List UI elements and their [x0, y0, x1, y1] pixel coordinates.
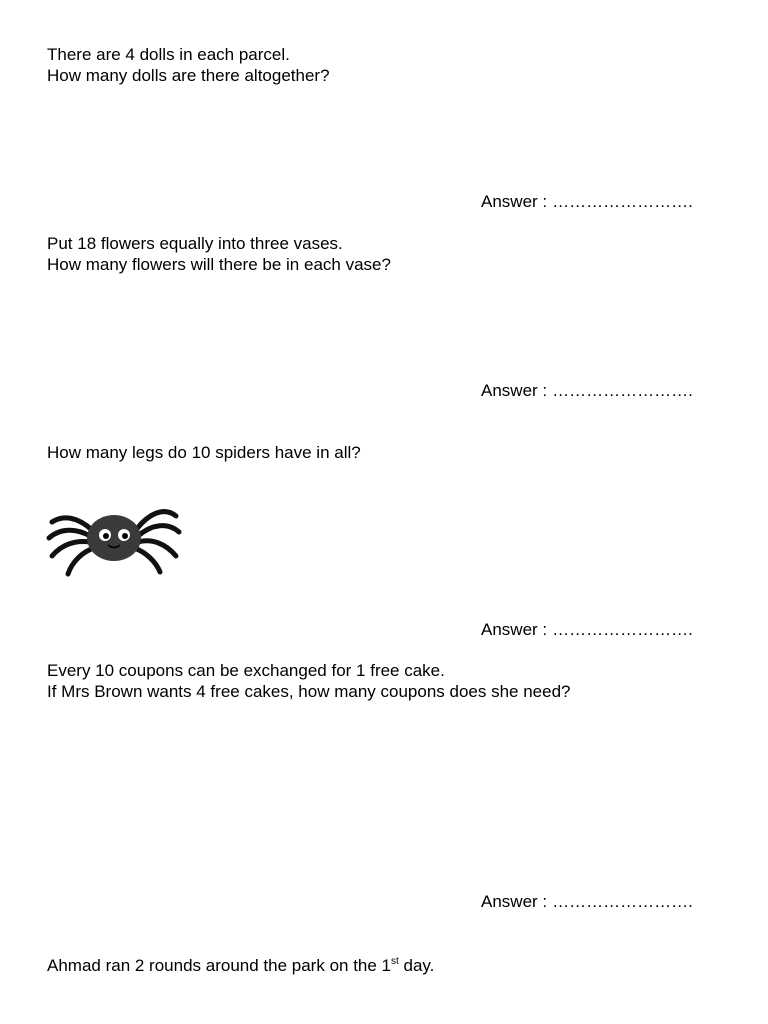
answer-blank[interactable]: ……………………. — [552, 381, 693, 400]
spider-icon — [44, 500, 184, 580]
question-5-line-1 — [47, 955, 434, 976]
question-3-answer — [481, 619, 693, 640]
answer-blank[interactable]: ……………………. — [552, 192, 693, 211]
answer-blank[interactable]: ……………………. — [552, 892, 693, 911]
answer-label: Answer : — [481, 620, 548, 639]
answer-blank[interactable]: ……………………. — [552, 620, 693, 639]
question-5-text-end: day. — [398, 956, 435, 975]
answer-label: Answer : — [481, 892, 548, 911]
question-4-answer — [481, 891, 693, 912]
question-2-line-1: Put 18 flowers equally into three vases. — [47, 234, 343, 253]
answer-label: Answer : — [481, 192, 548, 211]
question-2-answer — [481, 380, 693, 401]
question-1-answer — [481, 191, 693, 212]
ordinal-suffix: st — [391, 956, 399, 967]
question-4-line-2: If Mrs Brown wants 4 free cakes, how many coupons does she need? — [47, 682, 571, 701]
question-1-line-1: There are 4 dolls in each parcel. — [47, 45, 290, 64]
question-2-line-2: How many flowers will there be in each vase? — [47, 255, 391, 274]
question-1-line-2: How many dolls are there altogether? — [47, 66, 330, 85]
spider-body — [87, 515, 141, 561]
question-4-line-1: Every 10 coupons can be exchanged for 1 free cake. — [47, 661, 445, 680]
answer-label: Answer : — [481, 381, 548, 400]
question-5-text: Ahmad ran 2 rounds around the park on the 1 — [47, 956, 392, 975]
question-3-line-1: How many legs do 10 spiders have in all? — [47, 443, 361, 462]
